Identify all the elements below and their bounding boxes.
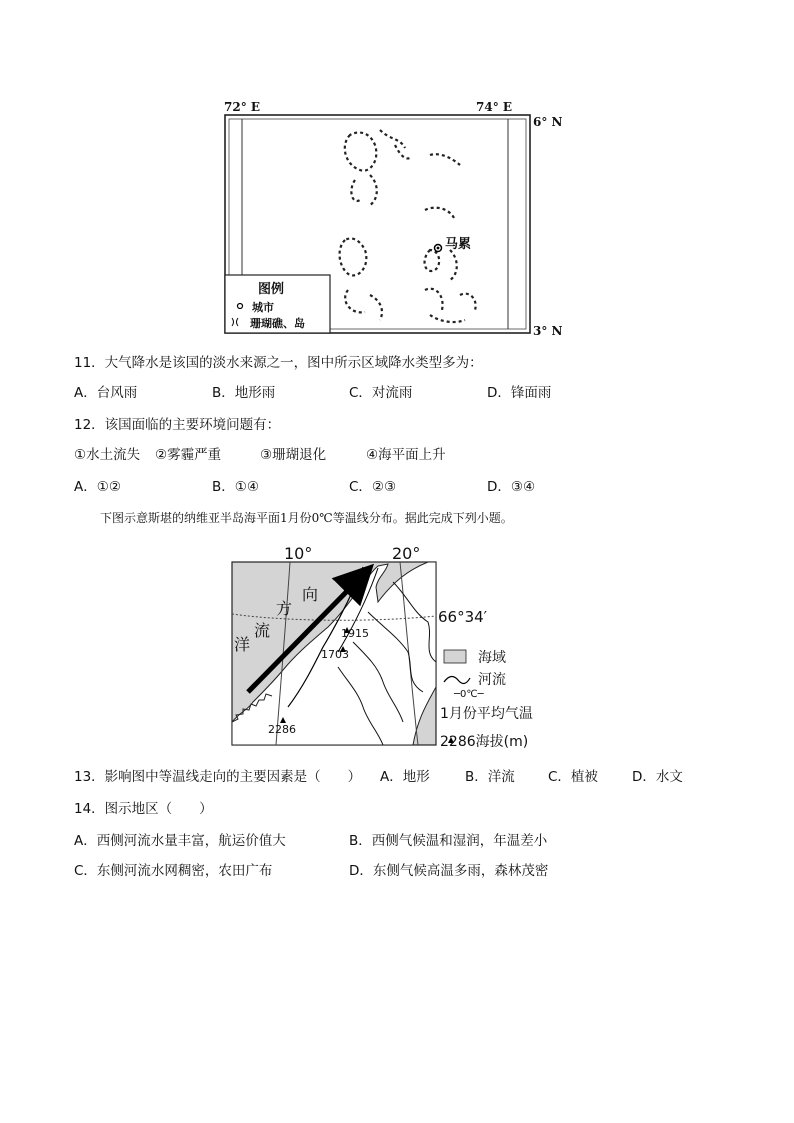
peak-2286-label: 2286 [268, 723, 296, 736]
lat-top-label: 6° N [533, 115, 563, 129]
q14-stem: 14．图示地区（ ） [74, 801, 213, 817]
atoll [380, 130, 405, 148]
q12-item-3: ③珊瑚退化 [260, 447, 327, 463]
intro-text: 下图示意斯堪的纳维亚半岛海平面1月份0℃等温线分布。据此完成下列小题。 [100, 511, 513, 525]
peak-1703-label: 1703 [321, 648, 349, 661]
q11-option-c[interactable]: C．对流雨 [349, 385, 413, 401]
atoll [340, 238, 367, 275]
q11-stem: 11．大气降水是该国的淡水来源之一，图中所示区域降水类型多为： [74, 355, 483, 371]
atoll [345, 290, 365, 312]
atoll [370, 295, 382, 320]
q12-option-b[interactable]: B．①④ [212, 479, 259, 495]
legend-city-icon [238, 304, 243, 309]
q12-item-4: ④海平面上升 [366, 447, 446, 463]
city-dot-icon [437, 247, 440, 250]
atoll [430, 154, 460, 165]
atoll [430, 315, 465, 322]
lon-left-label: 72° E [224, 100, 261, 114]
scandinavia-map [228, 542, 588, 754]
legend-city-label: 城市 [252, 301, 274, 314]
q14-option-a[interactable]: A．西侧河流水量丰富，航运价值大 [74, 833, 286, 849]
q11-option-d[interactable]: D．锋面雨 [487, 385, 552, 401]
q14-option-c[interactable]: C．东侧河流水网稠密，农田广布 [74, 863, 273, 879]
atoll [370, 175, 377, 205]
legend-river-icon [444, 676, 470, 683]
q12-option-d[interactable]: D．③④ [487, 479, 536, 495]
atoll [425, 208, 455, 220]
q13-option-a[interactable]: A．地形 [380, 769, 430, 785]
city-label: 马累 [445, 237, 472, 252]
atolls [340, 130, 476, 322]
arctic-circle-label: 66°34′ [438, 608, 488, 626]
q12-item-1: ①水土流失 [74, 447, 141, 463]
atoll [425, 250, 440, 271]
current-char-4: 向 [302, 585, 319, 604]
q14-option-b[interactable]: B．西侧气候温和湿润，年温差小 [349, 833, 548, 849]
current-char-1: 洋 [234, 635, 251, 654]
q12-option-c[interactable]: C．②③ [349, 479, 397, 495]
atoll [425, 289, 443, 310]
q12-option-a[interactable]: A．①② [74, 479, 121, 495]
q13-option-c[interactable]: C．植被 [548, 769, 598, 785]
legend-altitude-label: 2286海拔(m) [440, 734, 529, 750]
legend-island-label: 珊瑚礁、岛 [250, 317, 305, 330]
atoll [395, 145, 410, 158]
maldives-map [220, 100, 580, 340]
legend-isotherm-symbol: ─0℃─ [454, 689, 484, 700]
lon-20-label: 20° [392, 544, 421, 563]
q11-option-b[interactable]: B．地形雨 [212, 385, 276, 401]
atoll [345, 132, 377, 170]
q14-option-d[interactable]: D．东侧气候高温多雨，森林茂密 [349, 863, 549, 879]
legend-title: 图例 [258, 282, 285, 297]
atoll [351, 180, 360, 201]
lon-right-label: 74° E [476, 100, 513, 114]
peak-1915-label: 1915 [341, 627, 369, 640]
q13-stem: 13．影响图中等温线走向的主要因素是（ ） [74, 769, 362, 785]
lat-bottom-label: 3° N [533, 324, 563, 338]
q12-stem: 12．该国面临的主要环境问题有： [74, 417, 281, 433]
legend-river-label: 河流 [478, 672, 506, 688]
maldives-map-svg [220, 100, 580, 340]
q12-item-2: ②雾霾严重 [155, 447, 222, 463]
legend-isotherm-label: 1月份平均气温 [440, 706, 533, 722]
atoll [450, 250, 457, 280]
current-char-3: 方 [276, 599, 293, 618]
current-char-2: 流 [254, 621, 271, 640]
legend-sea-label: 海域 [478, 650, 506, 666]
atoll [460, 294, 476, 310]
q13-option-d[interactable]: D．水文 [632, 769, 683, 785]
lon-10-label: 10° [284, 544, 313, 563]
q11-option-a[interactable]: A．台风雨 [74, 385, 138, 401]
legend-sea-swatch [444, 650, 466, 663]
q13-option-b[interactable]: B．洋流 [465, 769, 515, 785]
